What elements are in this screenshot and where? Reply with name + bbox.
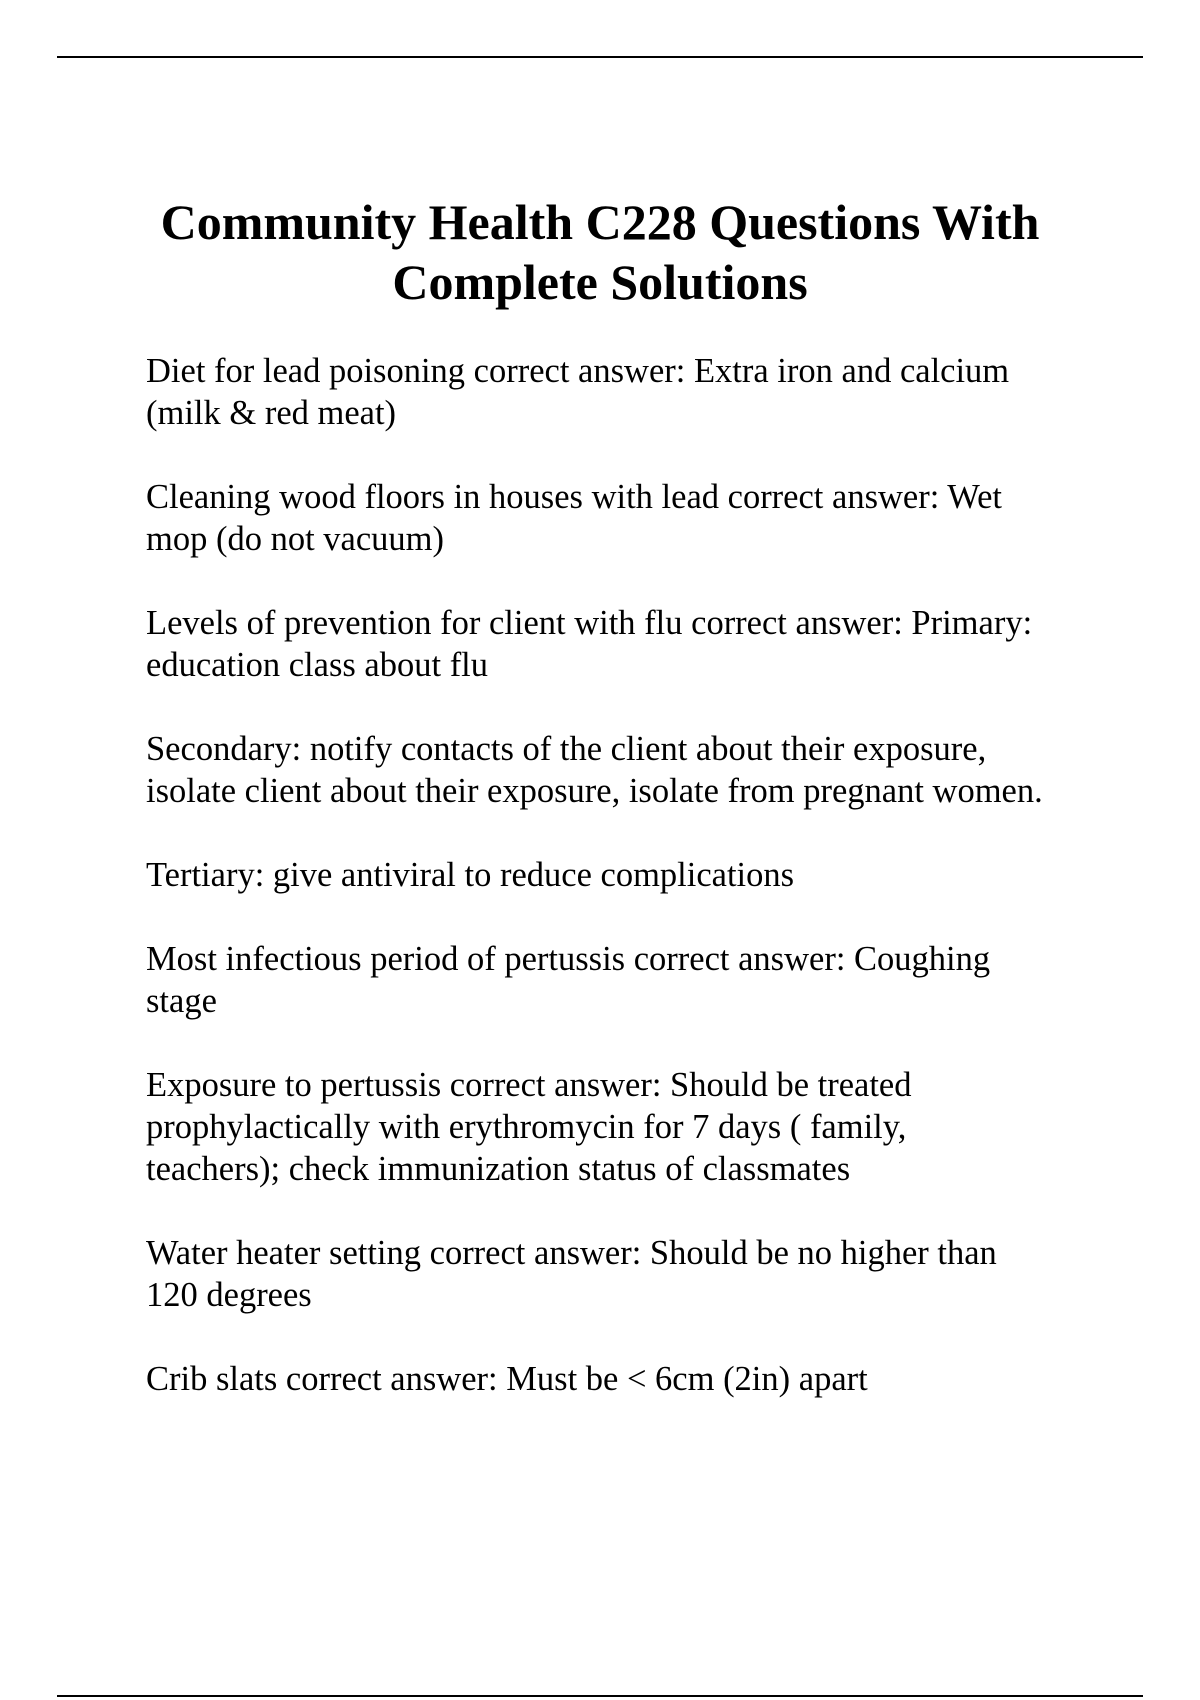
title-line-2: Complete Solutions: [392, 254, 808, 310]
bottom-divider: [57, 1695, 1143, 1697]
qa-pertussis-infectious-period: Most infectious period of pertussis correct answer: Coughing stage: [146, 940, 991, 1020]
document-body: [146, 350, 1106, 1442]
qa-crib-slats: Crib slats correct answer: Must be < 6cm (2in) apart: [146, 1360, 868, 1398]
qa-cleaning-wood-floors: Cleaning wood floors in houses with lead correct answer: Wet mop (do not vacuum): [146, 478, 1002, 558]
qa-prevention-levels-flu: Levels of prevention for client with flu correct answer: Primary: education class about flu: [146, 604, 1033, 684]
title-line-1: Community Health C228 Questions With: [160, 194, 1040, 250]
qa-pertussis-exposure: Exposure to pertussis correct answer: Should be treated prophylactically with erythromycin for 7 days ( family, teachers); check immunization status of classmates: [146, 1066, 912, 1188]
top-divider: [57, 56, 1143, 58]
qa-lead-poisoning-diet: Diet for lead poisoning correct answer: Extra iron and calcium (milk & red meat): [146, 352, 1010, 432]
qa-tertiary-prevention: Tertiary: give antiviral to reduce complications: [146, 856, 795, 894]
document-title: [100, 192, 1100, 312]
qa-water-heater-setting: Water heater setting correct answer: Should be no higher than 120 degrees: [146, 1234, 997, 1314]
qa-secondary-prevention: Secondary: notify contacts of the client about their exposure, isolate client about their exposure, isolate from pregnant women.: [146, 730, 1043, 810]
